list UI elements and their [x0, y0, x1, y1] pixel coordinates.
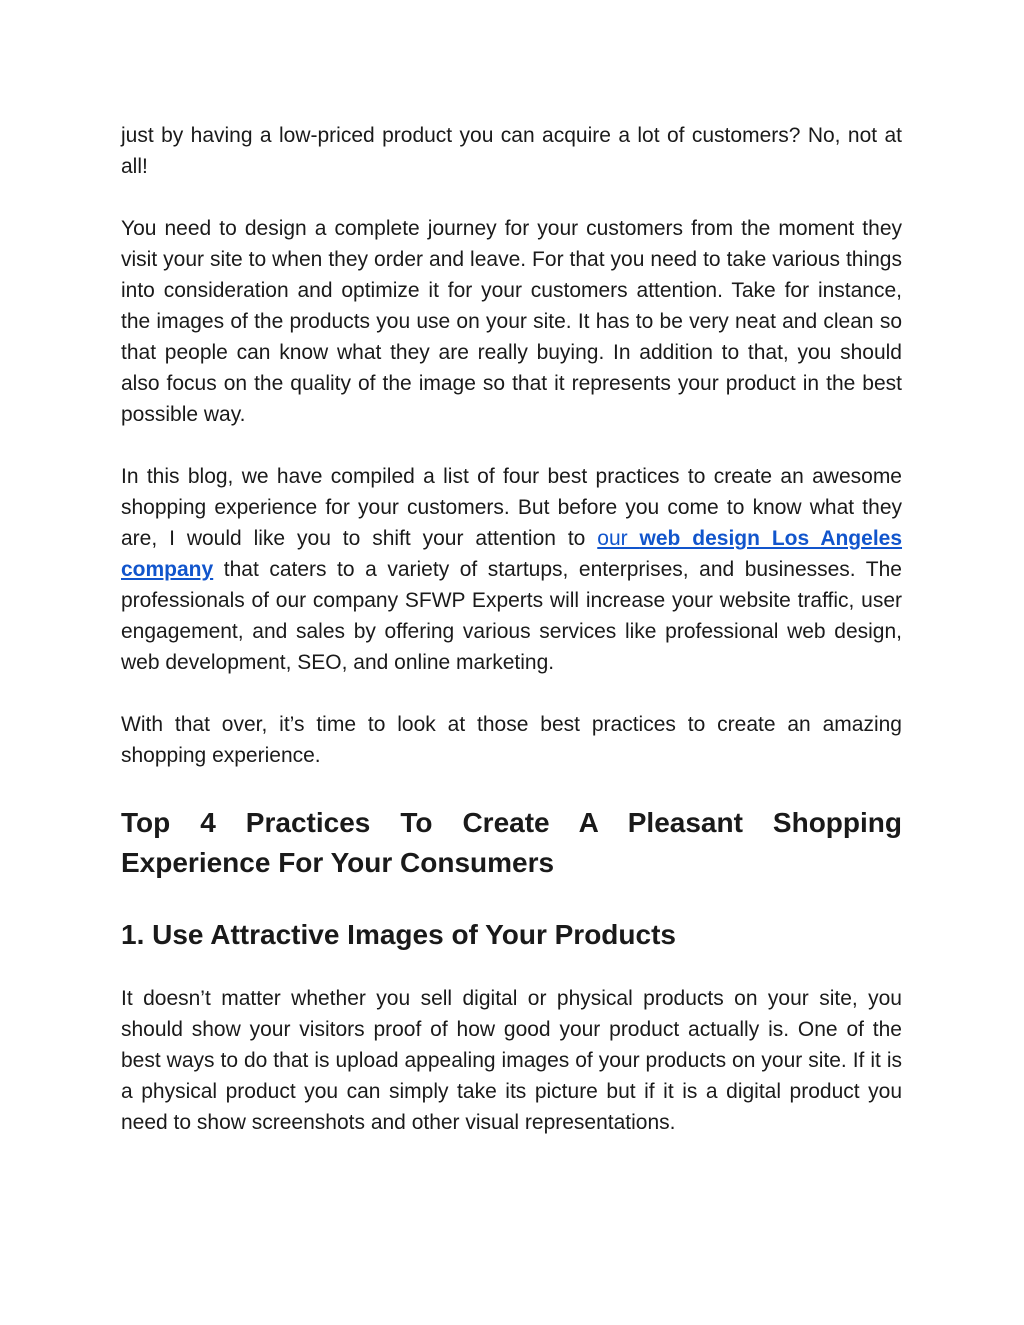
link-text-plain: our — [597, 527, 640, 550]
main-heading: Top 4 Practices To Create A Pleasant Shopping Experience For Your Consumers — [121, 807, 902, 878]
section-gap — [121, 771, 902, 803]
section-gap — [121, 883, 902, 915]
paragraph-intro: just by having a low-priced product you can acquire a lot of customers? No, not at all! — [121, 124, 902, 178]
document-page — [121, 120, 902, 1138]
paragraph-text: that caters to a variety of startups, enterprises, and businesses. The professionals of our company SFWP Experts will increase your website traffic, user engagement, and sales by offering various services like professional web design, web development, SEO, and online marketing. — [121, 558, 902, 674]
link-text-bold: web design Los Angeles company — [121, 527, 903, 581]
section-heading: 1. Use Attractive Images of Your Products — [121, 919, 676, 950]
paragraph-images: It doesn’t matter whether you sell digital or physical products on your site, you should show your visitors proof of how good your product actually is. One of the best ways to do that is upload appealing images of your products on your site. If it is a physical product you can simply take its picture but if it is a digital product you need to show screenshots and other visual representations. — [121, 987, 902, 1134]
paragraph-gap — [121, 430, 902, 461]
paragraph-blog-overview — [121, 461, 902, 678]
paragraph-gap — [121, 678, 902, 709]
section-gap — [121, 955, 902, 983]
paragraph-customer-journey: You need to design a complete journey for your customers from the moment they visit your site to when they order and leave. For that you need to take various things into consideration and optimize it for your customers attention. Take for instance, the images of the products you use on your site. It has to be very neat and clean so that people can know what they are really buying. In addition to that, you should also focus on the quality of the image so that it represents your product in the best possible way. — [121, 217, 902, 426]
paragraph-gap — [121, 182, 902, 213]
paragraph-text: In this blog, we have compiled a list of four best practices to create an awesome shopping experience for your customers. But before you come to know what they are, I would like you to shift your attention to — [121, 465, 902, 550]
paragraph-transition: With that over, it’s time to look at those best practices to create an amazing shopping experience. — [121, 713, 902, 767]
